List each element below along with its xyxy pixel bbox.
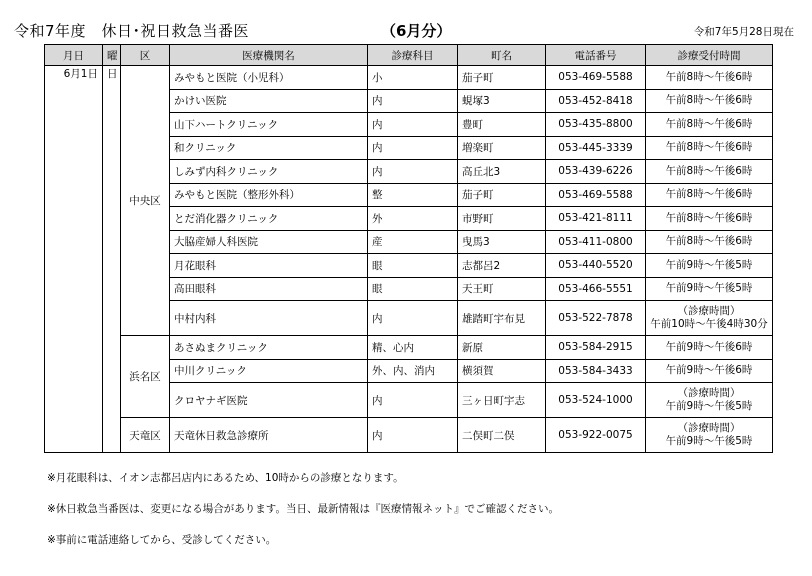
ward-cell: 天竜区 bbox=[121, 418, 170, 453]
date-cell: 6月1日 bbox=[45, 66, 103, 453]
town-name: 茄子町 bbox=[458, 183, 546, 207]
town-name: 横須賀 bbox=[458, 359, 546, 383]
department: 内 bbox=[368, 383, 458, 418]
hours-text: 午前9時～午後6時 bbox=[665, 364, 753, 377]
hours-text: 午前8時～午後6時 bbox=[665, 70, 753, 83]
phone-number: 053-445-3339 bbox=[546, 136, 646, 160]
reception-hours bbox=[646, 136, 773, 160]
reception-hours bbox=[646, 113, 773, 137]
hours-text: 午前9時～午後5時 bbox=[665, 435, 753, 447]
hours-text: 午前9時～午後5時 bbox=[665, 400, 753, 412]
department: 内 bbox=[368, 136, 458, 160]
facility-name: クロヤナギ医院 bbox=[170, 383, 368, 418]
hours-text: 午前9時～午後6時 bbox=[665, 340, 753, 353]
phone-number: 053-411-0800 bbox=[546, 230, 646, 254]
facility-name: 月花眼科 bbox=[170, 254, 368, 278]
facility-name: かけい医院 bbox=[170, 89, 368, 113]
reception-hours bbox=[646, 336, 773, 360]
facility-name: 中川クリニック bbox=[170, 359, 368, 383]
facility-name: みやもと医院（小児科） bbox=[170, 66, 368, 90]
hours-text: 午前8時～午後6時 bbox=[665, 141, 753, 154]
table-row bbox=[45, 336, 773, 360]
period-label: （6月分） bbox=[381, 22, 452, 40]
town-name: 市野町 bbox=[458, 207, 546, 231]
phone-number: 053-522-7878 bbox=[546, 301, 646, 336]
hours-note: （診療時間） bbox=[677, 387, 741, 399]
hours-text: 午前8時～午後6時 bbox=[665, 188, 753, 201]
phone-number: 053-435-8800 bbox=[546, 113, 646, 137]
facility-name: とだ消化器クリニック bbox=[170, 207, 368, 231]
note-item: ※月花眼科は、イオン志都呂店内にあるため、10時からの診療となります。 bbox=[47, 472, 404, 484]
department: 整 bbox=[368, 183, 458, 207]
note-item: ※休日救急当番医は、変更になる場合があります。当日、最新情報は『医療情報ネット』でご確認ください。 bbox=[47, 503, 559, 515]
phone-number: 053-452-8418 bbox=[546, 89, 646, 113]
col-header-department: 診療科目 bbox=[368, 45, 458, 66]
facility-name: 山下ハートクリニック bbox=[170, 113, 368, 137]
table-row bbox=[45, 66, 773, 90]
town-name: 雄踏町宇布見 bbox=[458, 301, 546, 336]
department: 産 bbox=[368, 230, 458, 254]
reception-hours bbox=[646, 418, 773, 453]
phone-number: 053-421-8111 bbox=[546, 207, 646, 231]
reception-hours bbox=[646, 66, 773, 90]
town-name: 茄子町 bbox=[458, 66, 546, 90]
hours-text: 午前8時～午後6時 bbox=[665, 235, 753, 248]
ward-cell: 中央区 bbox=[121, 66, 170, 336]
phone-number: 053-922-0075 bbox=[546, 418, 646, 453]
note-item: ※事前に電話連絡してから、受診してください。 bbox=[47, 534, 277, 546]
col-header-facility: 医療機関名 bbox=[170, 45, 368, 66]
hours-text: 午前8時～午後6時 bbox=[665, 164, 753, 177]
col-header-ward: 区 bbox=[121, 45, 170, 66]
facility-name: 天竜休日救急診療所 bbox=[170, 418, 368, 453]
phone-number: 053-584-3433 bbox=[546, 359, 646, 383]
phone-number: 053-466-5551 bbox=[546, 277, 646, 301]
reception-hours bbox=[646, 207, 773, 231]
department: 小 bbox=[368, 66, 458, 90]
department: 内 bbox=[368, 89, 458, 113]
town-name: 曳馬3 bbox=[458, 230, 546, 254]
town-name: 蜆塚3 bbox=[458, 89, 546, 113]
department: 内 bbox=[368, 418, 458, 453]
reception-hours bbox=[646, 301, 773, 336]
town-name: 増楽町 bbox=[458, 136, 546, 160]
town-name: 志都呂2 bbox=[458, 254, 546, 278]
table-header-row bbox=[45, 45, 773, 66]
reception-hours bbox=[646, 254, 773, 278]
town-name: 三ヶ日町宇志 bbox=[458, 383, 546, 418]
col-header-phone: 電話番号 bbox=[546, 45, 646, 66]
reception-hours bbox=[646, 277, 773, 301]
ward-cell: 浜名区 bbox=[121, 336, 170, 418]
department: 外 bbox=[368, 207, 458, 231]
col-header-town: 町名 bbox=[458, 45, 546, 66]
department: 内 bbox=[368, 301, 458, 336]
facility-name: あさぬまクリニック bbox=[170, 336, 368, 360]
hours-text: 午前8時～午後6時 bbox=[665, 117, 753, 130]
hours-text: 午前9時～午後5時 bbox=[665, 258, 753, 271]
town-name: 高丘北3 bbox=[458, 160, 546, 184]
on-duty-schedule-table bbox=[44, 44, 773, 453]
facility-name: 高田眼科 bbox=[170, 277, 368, 301]
facility-name: しみず内科クリニック bbox=[170, 160, 368, 184]
table-row bbox=[45, 418, 773, 453]
page-title: 令和7年度 休日･祝日救急当番医 bbox=[14, 22, 250, 40]
hours-text: 午前8時～午後6時 bbox=[665, 211, 753, 224]
phone-number: 053-469-5588 bbox=[546, 66, 646, 90]
hours-text: 午前9時～午後5時 bbox=[665, 282, 753, 295]
department: 内 bbox=[368, 160, 458, 184]
facility-name: 中村内科 bbox=[170, 301, 368, 336]
town-name: 二俣町二俣 bbox=[458, 418, 546, 453]
weekday-cell: 日 bbox=[103, 66, 121, 453]
town-name: 豊町 bbox=[458, 113, 546, 137]
col-header-weekday: 曜 bbox=[103, 45, 121, 66]
town-name: 天王町 bbox=[458, 277, 546, 301]
department: 内 bbox=[368, 113, 458, 137]
reception-hours bbox=[646, 359, 773, 383]
reception-hours bbox=[646, 183, 773, 207]
reception-hours bbox=[646, 89, 773, 113]
phone-number: 053-584-2915 bbox=[546, 336, 646, 360]
facility-name: 和クリニック bbox=[170, 136, 368, 160]
col-header-date: 月日 bbox=[45, 45, 103, 66]
reception-hours bbox=[646, 383, 773, 418]
phone-number: 053-440-5520 bbox=[546, 254, 646, 278]
phone-number: 053-524-1000 bbox=[546, 383, 646, 418]
notes bbox=[47, 470, 559, 563]
town-name: 新原 bbox=[458, 336, 546, 360]
department: 眼 bbox=[368, 277, 458, 301]
as-of-date: 令和7年5月28日現在 bbox=[693, 26, 794, 38]
hours-text: 午前10時～午後4時30分 bbox=[650, 318, 768, 330]
facility-name: 大脇産婦人科医院 bbox=[170, 230, 368, 254]
hours-note: （診療時間） bbox=[677, 305, 741, 317]
department: 外、内、消内 bbox=[368, 359, 458, 383]
department: 眼 bbox=[368, 254, 458, 278]
hours-text: 午前8時～午後6時 bbox=[665, 94, 753, 107]
reception-hours bbox=[646, 230, 773, 254]
department: 精、心内 bbox=[368, 336, 458, 360]
reception-hours bbox=[646, 160, 773, 184]
col-header-hours: 診療受付時間 bbox=[646, 45, 773, 66]
facility-name: みやもと医院（整形外科） bbox=[170, 183, 368, 207]
hours-note: （診療時間） bbox=[677, 422, 741, 434]
phone-number: 053-469-5588 bbox=[546, 183, 646, 207]
phone-number: 053-439-6226 bbox=[546, 160, 646, 184]
